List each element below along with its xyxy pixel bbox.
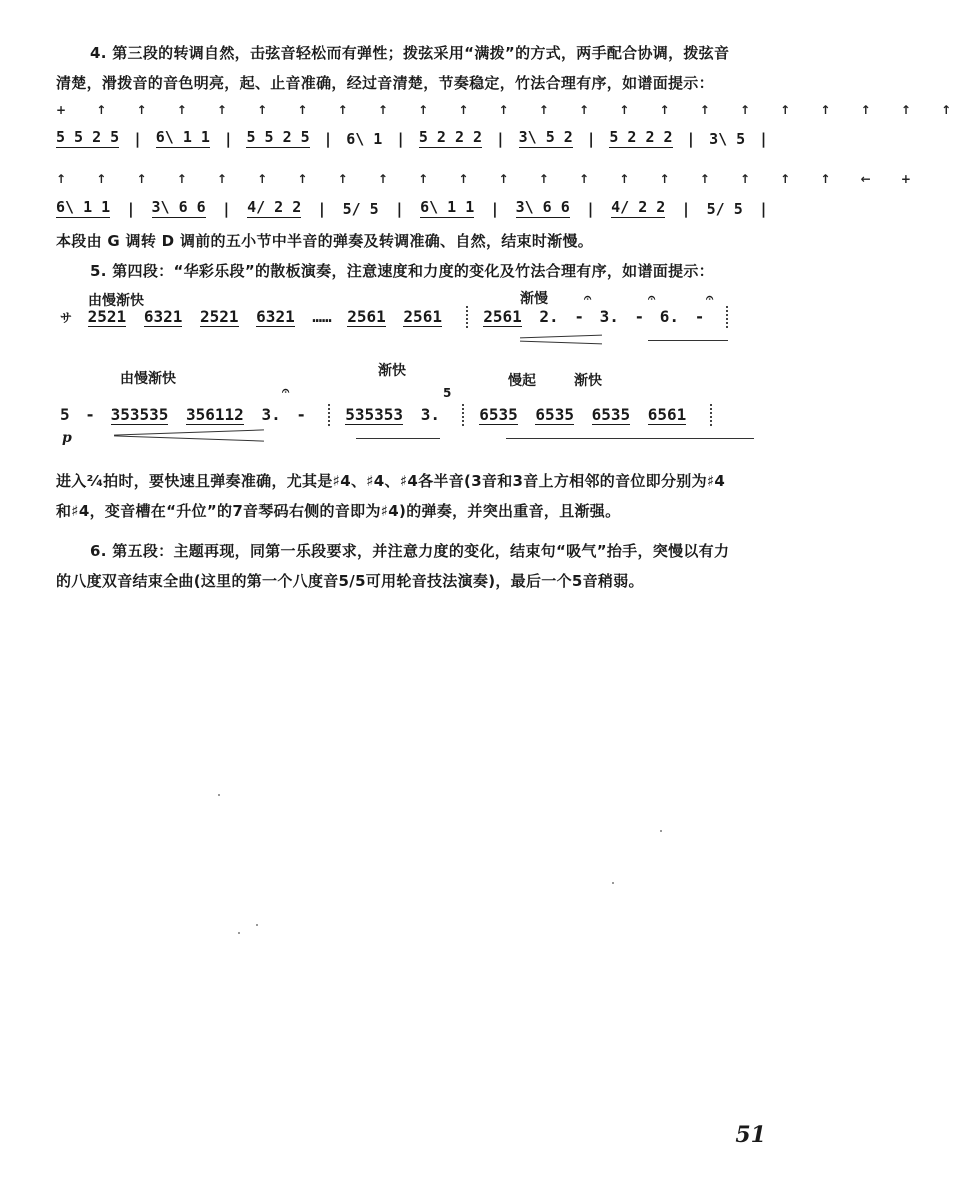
note-group: 2561 [483,306,522,326]
score2-measure: 4/ 2 2 [611,198,666,216]
note-group: 2561 [347,306,386,326]
barline: | [396,130,406,148]
dash: - [694,306,705,326]
score1-measure: 5 2 2 2 [418,128,483,146]
note-group: 6535 [591,404,631,424]
fermata-mark: 𝄐 [584,291,592,306]
scan-speck [218,794,220,796]
tempo-label-rit: 渐慢 [520,291,548,307]
barline: | [686,130,696,148]
barline: | [758,130,768,148]
fermata-mark: 𝄐 [706,291,714,306]
score2-measure: 6\ 1 1 [56,198,111,216]
dash: - [634,306,645,326]
dotted-barline [328,404,330,426]
tempo-label-fast: 渐快 [574,373,602,389]
section5-detail-line2: 和♯4，变音槽在“升位”的7音琴码右侧的音即为♯4)的弹奏，并突出重音，且渐强。 [56,502,621,520]
dash: - [574,306,584,326]
fermata-mark: 𝄐 [648,291,656,306]
note-group: 6321 [143,306,183,326]
score1-measure: 5 5 2 5 [246,128,310,146]
tempo-label-fast: 渐快 [378,363,406,379]
score1-measure: 3\ 5 [709,130,746,148]
note: 2. [539,306,559,326]
note-group: 535353 [345,404,404,424]
score-note-paragraph: 本段由 G 调转 D 调前的五小节中半音的弹奏及转调准确、自然，结束时渐慢。 [56,232,594,250]
note: 6. [659,306,680,326]
section4-line2: 清楚，滑拨音的音色明亮，起、止音准确，经过音清楚，节奏稳定，竹法合理有序，如谱面提示： [56,74,714,92]
barline: | [586,130,596,148]
note: 3. [420,404,440,424]
barline: | [490,200,500,218]
score1-measure: 6\ 1 [346,130,383,148]
note-group: 356112 [186,404,244,424]
score1-measure: 5 5 2 5 [56,128,120,146]
note-group: 353535 [110,404,169,424]
section6-line1: 6. 第五段：主题再现，同第一乐段要求，并注意力度的变化，结束句“吸气”抬手，突慢以有力 [90,542,730,560]
dotted-barline [466,306,468,328]
note-group: 6321 [256,306,295,326]
barline: | [323,130,333,148]
continuation-dots: …… [312,306,332,326]
barline: | [585,200,595,218]
page-number: 51 [735,1122,766,1148]
free-meter-sign: サ [60,310,73,325]
dotted-barline [710,404,712,426]
scan-speck [660,830,662,832]
note-group: 2561 [403,306,442,326]
score2-measure: 6\ 1 1 [420,198,475,216]
dash: - [296,404,306,424]
scan-speck [256,924,258,926]
dynamic-marking: p [62,430,72,446]
section4-line1: 4. 第三段的转调自然，击弦音轻松而有弹性；拨弦采用“满拨”的方式，两手配合协调，拨弦音 [90,44,730,62]
score2-technique-marks: ↑ ↑ ↑ ↑ ↑ ↑ ↑ ↑ ↑ ↑ ↑ ↑ ↑ ↑ ↑ ↑ ↑ ↑ ↑ ↑ ← + [56,172,924,186]
barline: | [223,130,233,148]
barline: | [221,200,231,218]
score1-line [56,108,768,148]
score2-line [56,178,768,218]
score2-measure: 3\ 6 6 [515,198,570,216]
score1-measure: 3\ 5 2 [518,128,573,146]
score1-measure: 6\ 1 1 [155,128,210,146]
tempo-label-slow-start: 慢起 [508,373,536,389]
score2-measure: 5/ 5 [342,200,379,218]
section5-detail-paragraph [56,466,768,526]
note-group: 6561 [647,404,687,424]
note-group: 6535 [479,404,518,424]
dash: - [85,404,95,424]
dotted-barline [726,306,728,328]
barline: | [317,200,327,218]
barline: | [132,130,142,148]
score1-technique-marks: + ↑ ↑ ↑ ↑ ↑ ↑ ↑ ↑ ↑ ↑ ↑ ↑ ↑ ↑ ↑ ↑ ↑ ↑ ↑ ↑ ↑ ↑ [56,103,964,117]
note: 5 [60,404,70,424]
hairpin [648,340,728,341]
tempo-label-accel: 由慢渐快 [88,293,144,309]
note-group: 2521 [200,306,239,326]
section6-paragraph [56,536,768,596]
scan-speck [612,882,614,884]
score2-measure: 4/ 2 2 [247,198,302,216]
score2-measure: 5/ 5 [706,200,743,218]
note-group: 6535 [535,404,574,424]
stacked-note: 5 [443,386,452,400]
fermata-mark: 𝄐 [282,384,290,399]
note-group: 2521 [87,306,127,326]
score2-measure: 3\ 6 6 [151,198,206,216]
scan-speck [238,932,240,934]
section6-line2: 的八度双音结束全曲(这里的第一个八度音5/5可用轮音技法演奏)，最后一个5音稍弱。 [56,572,644,590]
section5-paragraph: 5. 第四段：“华彩乐段”的散板演奏，注意速度和力度的变化及竹法合理有序，如谱面提示： [90,262,714,280]
note: 3. [261,404,281,424]
barline: | [126,200,136,218]
dotted-barline [462,404,464,426]
section4-paragraph [56,38,768,98]
hairpin [506,438,754,439]
free-score-line1 [60,306,768,340]
section5-detail-line1: 进入²⁄₄拍时，要快速且弹奏准确，尤其是♯4、♯4、♯4各半音(3音和3音上方相邻的音位即分别为♯4 [56,472,726,490]
barline: | [394,200,404,218]
barline: | [681,200,691,218]
barline: | [495,130,505,148]
hairpin [356,438,440,439]
decrescendo-hairpin [520,341,602,345]
note: 3. [599,306,619,326]
tempo-label-accel: 由慢渐快 [120,371,176,387]
barline: | [758,200,768,218]
score1-measure: 5 2 2 2 [609,128,673,146]
